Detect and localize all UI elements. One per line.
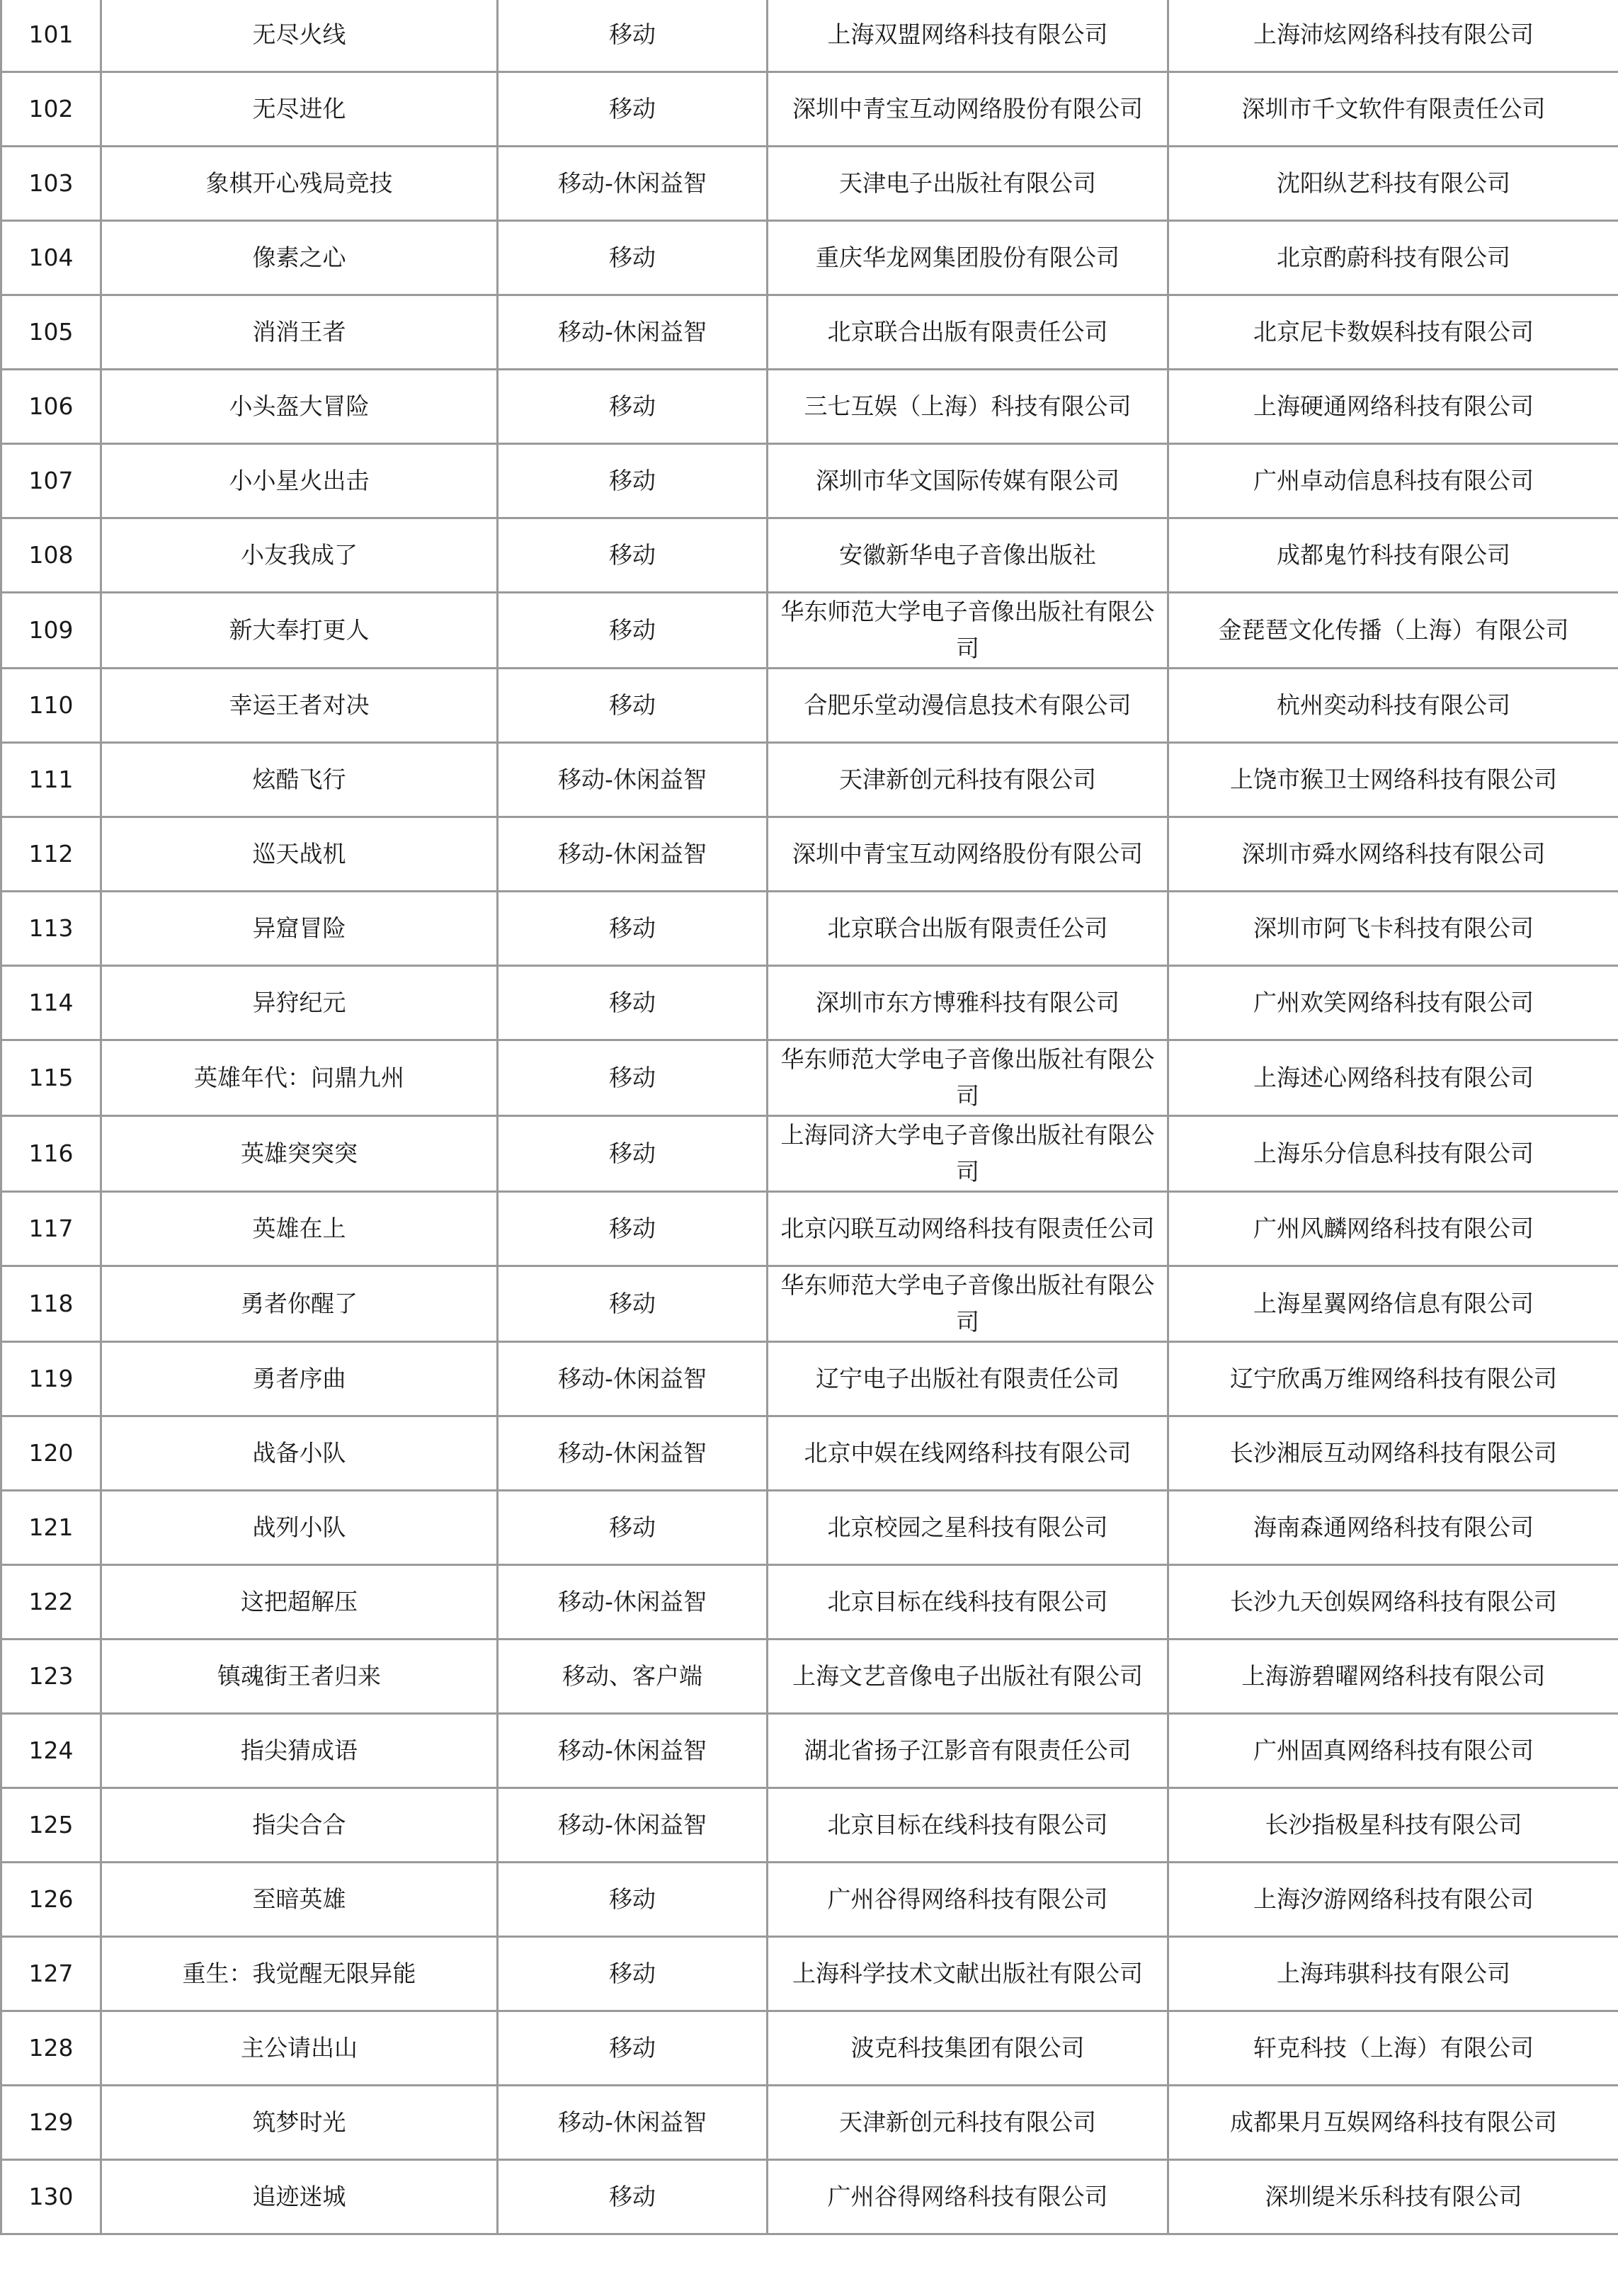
publisher-cell: 深圳市华文国际传媒有限公司 — [768, 444, 1168, 518]
game-name-cell: 英雄突突突 — [101, 1116, 498, 1192]
game-type-cell: 移动 — [498, 1491, 768, 1565]
row-number-cell: 117 — [1, 1192, 101, 1266]
game-type-cell: 移动-休闲益智 — [498, 147, 768, 221]
game-name-cell: 炫酷飞行 — [101, 743, 498, 817]
operator-cell: 北京尼卡数娱科技有限公司 — [1168, 295, 1618, 370]
publisher-cell: 北京闪联互动网络科技有限责任公司 — [768, 1192, 1168, 1266]
publisher-cell: 湖北省扬子江影音有限责任公司 — [768, 1714, 1168, 1788]
row-number-cell: 103 — [1, 147, 101, 221]
row-number-cell: 102 — [1, 72, 101, 147]
table-row — [1, 2086, 1618, 2160]
operator-cell: 成都鬼竹科技有限公司 — [1168, 518, 1618, 593]
table-row — [1, 1266, 1618, 1342]
game-type-cell: 移动-休闲益智 — [498, 743, 768, 817]
game-name-cell: 小小星火出击 — [101, 444, 498, 518]
game-name-cell: 象棋开心残局竞技 — [101, 147, 498, 221]
game-name-cell: 勇者序曲 — [101, 1342, 498, 1416]
game-name-cell: 无尽火线 — [101, 0, 498, 72]
row-number-cell: 126 — [1, 1863, 101, 1937]
row-number-cell: 121 — [1, 1491, 101, 1565]
row-number-cell: 128 — [1, 2011, 101, 2086]
row-number-cell: 115 — [1, 1040, 101, 1116]
publisher-cell: 重庆华龙网集团股份有限公司 — [768, 221, 1168, 295]
game-type-cell: 移动 — [498, 1937, 768, 2011]
operator-cell: 深圳缇米乐科技有限公司 — [1168, 2160, 1618, 2234]
operator-cell: 上海沛炫网络科技有限公司 — [1168, 0, 1618, 72]
publisher-cell: 广州谷得网络科技有限公司 — [768, 2160, 1168, 2234]
game-type-cell: 移动 — [498, 892, 768, 966]
game-type-cell: 移动 — [498, 669, 768, 743]
table-row — [1, 1639, 1618, 1714]
table-row — [1, 1342, 1618, 1416]
game-type-cell: 移动 — [498, 2160, 768, 2234]
row-number-cell: 109 — [1, 593, 101, 669]
publisher-cell: 天津新创元科技有限公司 — [768, 2086, 1168, 2160]
table-row — [1, 2011, 1618, 2086]
table-row — [1, 593, 1618, 669]
table-row — [1, 1863, 1618, 1937]
row-number-cell: 107 — [1, 444, 101, 518]
publisher-cell: 合肥乐堂动漫信息技术有限公司 — [768, 669, 1168, 743]
game-name-cell: 无尽进化 — [101, 72, 498, 147]
table-row — [1, 669, 1618, 743]
table-row — [1, 518, 1618, 593]
table-body — [1, 0, 1618, 2234]
table-row — [1, 444, 1618, 518]
game-type-cell: 移动 — [498, 2011, 768, 2086]
table-row — [1, 0, 1618, 72]
table-row — [1, 892, 1618, 966]
operator-cell: 长沙湘辰互动网络科技有限公司 — [1168, 1416, 1618, 1491]
row-number-cell: 118 — [1, 1266, 101, 1342]
publisher-cell: 辽宁电子出版社有限责任公司 — [768, 1342, 1168, 1416]
game-name-cell: 消消王者 — [101, 295, 498, 370]
publisher-cell: 上海文艺音像电子出版社有限公司 — [768, 1639, 1168, 1714]
operator-cell: 广州卓动信息科技有限公司 — [1168, 444, 1618, 518]
game-type-cell: 移动-休闲益智 — [498, 2086, 768, 2160]
game-name-cell: 指尖合合 — [101, 1788, 498, 1863]
publisher-cell: 安徽新华电子音像出版社 — [768, 518, 1168, 593]
table-row — [1, 1714, 1618, 1788]
table-row — [1, 1491, 1618, 1565]
operator-cell: 广州风麟网络科技有限公司 — [1168, 1192, 1618, 1266]
row-number-cell: 116 — [1, 1116, 101, 1192]
operator-cell: 广州固真网络科技有限公司 — [1168, 1714, 1618, 1788]
table-row — [1, 817, 1618, 892]
table-row — [1, 72, 1618, 147]
publisher-cell: 北京中娱在线网络科技有限公司 — [768, 1416, 1168, 1491]
row-number-cell: 119 — [1, 1342, 101, 1416]
game-type-cell: 移动 — [498, 444, 768, 518]
publisher-cell: 华东师范大学电子音像出版社有限公司 — [768, 1266, 1168, 1342]
publisher-cell: 上海双盟网络科技有限公司 — [768, 0, 1168, 72]
operator-cell: 轩克科技（上海）有限公司 — [1168, 2011, 1618, 2086]
row-number-cell: 108 — [1, 518, 101, 593]
row-number-cell: 105 — [1, 295, 101, 370]
operator-cell: 深圳市阿飞卡科技有限公司 — [1168, 892, 1618, 966]
game-type-cell: 移动 — [498, 72, 768, 147]
game-name-cell: 巡天战机 — [101, 817, 498, 892]
game-name-cell: 英雄年代：问鼎九州 — [101, 1040, 498, 1116]
game-name-cell: 这把超解压 — [101, 1565, 498, 1639]
row-number-cell: 104 — [1, 221, 101, 295]
row-number-cell: 130 — [1, 2160, 101, 2234]
game-name-cell: 异狩纪元 — [101, 966, 498, 1040]
operator-cell: 上海汐游网络科技有限公司 — [1168, 1863, 1618, 1937]
publisher-cell: 北京校园之星科技有限公司 — [768, 1491, 1168, 1565]
table-row — [1, 147, 1618, 221]
publisher-cell: 北京目标在线科技有限公司 — [768, 1565, 1168, 1639]
operator-cell: 成都果月互娱网络科技有限公司 — [1168, 2086, 1618, 2160]
game-type-cell: 移动 — [498, 1116, 768, 1192]
publisher-cell: 上海科学技术文献出版社有限公司 — [768, 1937, 1168, 2011]
game-name-cell: 主公请出山 — [101, 2011, 498, 2086]
operator-cell: 深圳市舜水网络科技有限公司 — [1168, 817, 1618, 892]
operator-cell: 辽宁欣禹万维网络科技有限公司 — [1168, 1342, 1618, 1416]
game-type-cell: 移动-休闲益智 — [498, 817, 768, 892]
game-type-cell: 移动-休闲益智 — [498, 1416, 768, 1491]
table-row — [1, 1937, 1618, 2011]
game-type-cell: 移动-休闲益智 — [498, 1565, 768, 1639]
row-number-cell: 110 — [1, 669, 101, 743]
game-name-cell: 小友我成了 — [101, 518, 498, 593]
table-row — [1, 295, 1618, 370]
row-number-cell: 106 — [1, 370, 101, 444]
publisher-cell: 深圳市东方博雅科技有限公司 — [768, 966, 1168, 1040]
row-number-cell: 125 — [1, 1788, 101, 1863]
publisher-cell: 波克科技集团有限公司 — [768, 2011, 1168, 2086]
operator-cell: 上海玮骐科技有限公司 — [1168, 1937, 1618, 2011]
game-name-cell: 追迹迷城 — [101, 2160, 498, 2234]
operator-cell: 上海述心网络科技有限公司 — [1168, 1040, 1618, 1116]
publisher-cell: 北京联合出版有限责任公司 — [768, 892, 1168, 966]
game-type-cell: 移动 — [498, 221, 768, 295]
game-name-cell: 幸运王者对决 — [101, 669, 498, 743]
operator-cell: 上海游碧曜网络科技有限公司 — [1168, 1639, 1618, 1714]
operator-cell: 海南森通网络科技有限公司 — [1168, 1491, 1618, 1565]
operator-cell: 上饶市猴卫士网络科技有限公司 — [1168, 743, 1618, 817]
game-type-cell: 移动 — [498, 0, 768, 72]
game-name-cell: 镇魂街王者归来 — [101, 1639, 498, 1714]
publisher-cell: 广州谷得网络科技有限公司 — [768, 1863, 1168, 1937]
publisher-cell: 深圳中青宝互动网络股份有限公司 — [768, 817, 1168, 892]
game-type-cell: 移动 — [498, 966, 768, 1040]
game-name-cell: 像素之心 — [101, 221, 498, 295]
table-row — [1, 1416, 1618, 1491]
publisher-cell: 三七互娱（上海）科技有限公司 — [768, 370, 1168, 444]
game-name-cell: 战备小队 — [101, 1416, 498, 1491]
operator-cell: 上海硬通网络科技有限公司 — [1168, 370, 1618, 444]
game-type-cell: 移动-休闲益智 — [498, 1788, 768, 1863]
table-row — [1, 1788, 1618, 1863]
game-name-cell: 新大奉打更人 — [101, 593, 498, 669]
publisher-cell: 北京目标在线科技有限公司 — [768, 1788, 1168, 1863]
game-type-cell: 移动 — [498, 1863, 768, 1937]
row-number-cell: 127 — [1, 1937, 101, 2011]
game-type-cell: 移动-休闲益智 — [498, 295, 768, 370]
game-name-cell: 至暗英雄 — [101, 1863, 498, 1937]
publisher-cell: 天津新创元科技有限公司 — [768, 743, 1168, 817]
row-number-cell: 124 — [1, 1714, 101, 1788]
game-type-cell: 移动 — [498, 1192, 768, 1266]
game-name-cell: 重生：我觉醒无限异能 — [101, 1937, 498, 2011]
operator-cell: 深圳市千文软件有限责任公司 — [1168, 72, 1618, 147]
operator-cell: 北京酌蔚科技有限公司 — [1168, 221, 1618, 295]
operator-cell: 长沙指极星科技有限公司 — [1168, 1788, 1618, 1863]
table-row — [1, 1040, 1618, 1116]
game-type-cell: 移动 — [498, 518, 768, 593]
row-number-cell: 112 — [1, 817, 101, 892]
table-row — [1, 1565, 1618, 1639]
table-row — [1, 221, 1618, 295]
publisher-cell: 上海同济大学电子音像出版社有限公司 — [768, 1116, 1168, 1192]
row-number-cell: 101 — [1, 0, 101, 72]
operator-cell: 金琵琶文化传播（上海）有限公司 — [1168, 593, 1618, 669]
row-number-cell: 113 — [1, 892, 101, 966]
operator-cell: 上海乐分信息科技有限公司 — [1168, 1116, 1618, 1192]
row-number-cell: 123 — [1, 1639, 101, 1714]
publisher-cell: 深圳中青宝互动网络股份有限公司 — [768, 72, 1168, 147]
game-name-cell: 战列小队 — [101, 1491, 498, 1565]
operator-cell: 杭州奕动科技有限公司 — [1168, 669, 1618, 743]
game-name-cell: 异窟冒险 — [101, 892, 498, 966]
publisher-cell: 北京联合出版有限责任公司 — [768, 295, 1168, 370]
game-type-cell: 移动 — [498, 1266, 768, 1342]
operator-cell: 长沙九天创娱网络科技有限公司 — [1168, 1565, 1618, 1639]
game-type-cell: 移动 — [498, 1040, 768, 1116]
game-name-cell: 指尖猜成语 — [101, 1714, 498, 1788]
game-type-cell: 移动 — [498, 593, 768, 669]
game-type-cell: 移动、客户端 — [498, 1639, 768, 1714]
game-type-cell: 移动-休闲益智 — [498, 1714, 768, 1788]
game-name-cell: 筑梦时光 — [101, 2086, 498, 2160]
table-row — [1, 2160, 1618, 2234]
operator-cell: 上海星翼网络信息有限公司 — [1168, 1266, 1618, 1342]
operator-cell: 沈阳纵艺科技有限公司 — [1168, 147, 1618, 221]
row-number-cell: 122 — [1, 1565, 101, 1639]
game-type-cell: 移动-休闲益智 — [498, 1342, 768, 1416]
row-number-cell: 120 — [1, 1416, 101, 1491]
publisher-cell: 华东师范大学电子音像出版社有限公司 — [768, 1040, 1168, 1116]
publisher-cell: 华东师范大学电子音像出版社有限公司 — [768, 593, 1168, 669]
game-type-cell: 移动 — [498, 370, 768, 444]
game-name-cell: 勇者你醒了 — [101, 1266, 498, 1342]
publisher-cell: 天津电子出版社有限公司 — [768, 147, 1168, 221]
game-name-cell: 英雄在上 — [101, 1192, 498, 1266]
row-number-cell: 111 — [1, 743, 101, 817]
table-row — [1, 1116, 1618, 1192]
table-row — [1, 966, 1618, 1040]
operator-cell: 广州欢笑网络科技有限公司 — [1168, 966, 1618, 1040]
game-name-cell: 小头盔大冒险 — [101, 370, 498, 444]
row-number-cell: 129 — [1, 2086, 101, 2160]
table-row — [1, 1192, 1618, 1266]
table-row — [1, 370, 1618, 444]
table-row — [1, 743, 1618, 817]
row-number-cell: 114 — [1, 966, 101, 1040]
